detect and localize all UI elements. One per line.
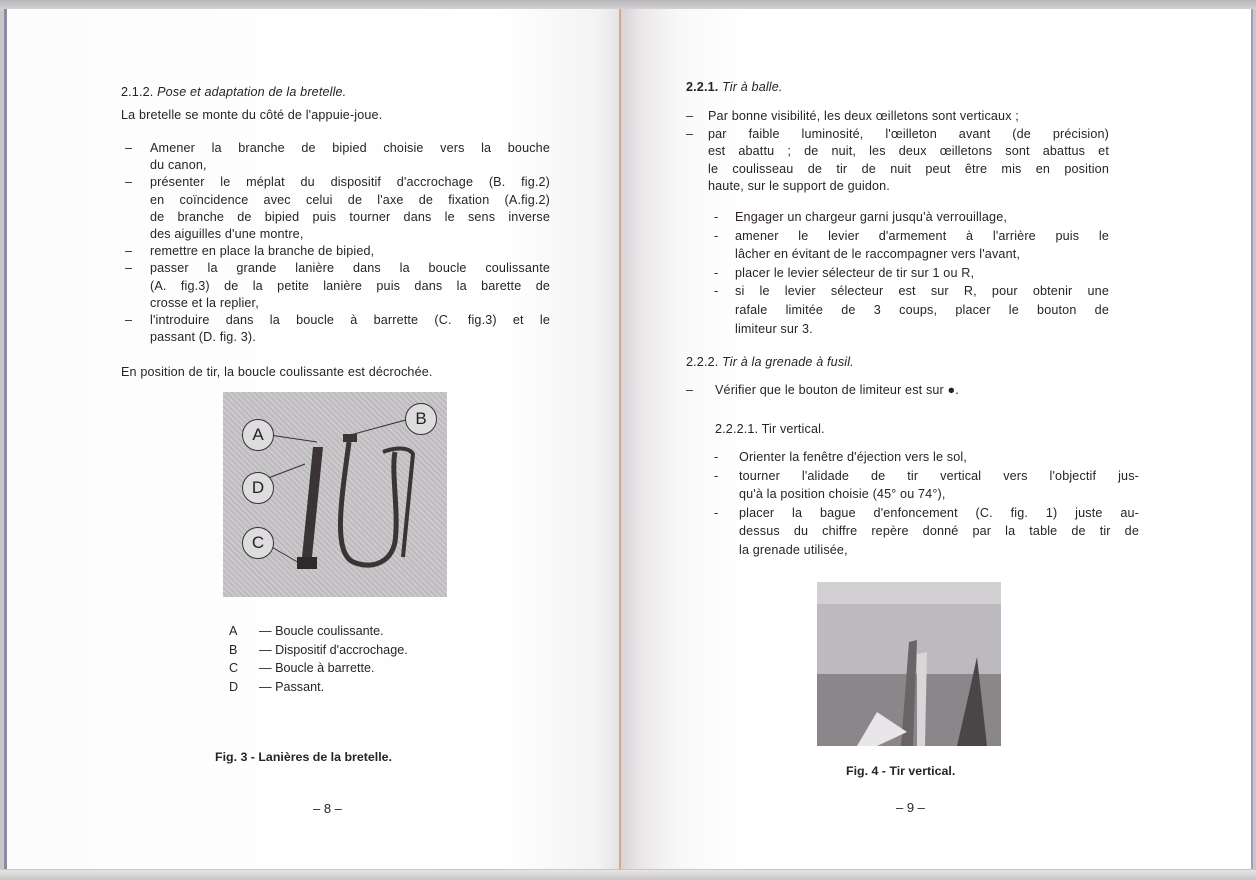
legend-row <box>229 661 375 675</box>
legend-text: — Boucle à barrette. <box>259 661 375 675</box>
list-marker: - <box>714 265 719 280</box>
list-marker: - <box>714 228 719 243</box>
section-number: 2.2.2. <box>686 355 719 369</box>
list-line: le coulisseau de tir de nuit peut être mis en position <box>708 161 1109 176</box>
list-line: en coïncidence avec celui de l'axe de fixation (A.fig.2) <box>150 192 550 207</box>
list-line: dessus du chiffre repère donné par la table de tir de <box>739 524 1139 539</box>
list-line: haute, sur le support de guidon. <box>708 179 890 194</box>
intro-text: La bretelle se monte du côté de l'appuie-joue. <box>121 108 383 122</box>
section-title: Tir à la grenade à fusil. <box>722 355 854 369</box>
dash-marker: – <box>686 383 694 397</box>
scan-bottom-edge <box>0 870 1256 880</box>
list-line: placer la bague d'enfoncement (C. fig. 1) juste au- <box>739 505 1139 520</box>
legend-row <box>229 624 384 638</box>
legend-text: — Passant. <box>259 679 325 694</box>
callout-B: B <box>405 403 437 435</box>
list-line: qu'à la position choisie (45° ou 74°), <box>739 487 946 502</box>
page-number-8: – 8 – <box>313 801 342 816</box>
list-marker: – <box>125 141 133 155</box>
list-line: Engager un chargeur garni jusqu'à verrouillage, <box>735 210 1007 224</box>
figure-3-caption: Fig. 3 - Lanières de la bretelle. <box>215 750 392 764</box>
list-line: de branche de bipied puis tourner dans le sens inverse <box>150 209 550 224</box>
list-line: remettre en place la branche de bipied, <box>150 244 375 259</box>
list-line: si le levier sélecteur est sur R, pour obtenir une <box>735 284 1109 299</box>
list-marker: - <box>714 505 719 520</box>
legend-text: — Boucle coulissante. <box>259 624 384 638</box>
section-heading-2-1-2 <box>121 84 346 101</box>
legend-row <box>229 680 324 694</box>
list-line: est abattu ; de nuit, les deux œilletons sont abattus et <box>708 144 1109 159</box>
list-line: limiteur sur 3. <box>735 321 813 336</box>
section-number: 2.2.1. <box>686 80 719 94</box>
section-heading-2-2-1 <box>686 79 783 96</box>
callout-A: A <box>242 419 274 451</box>
list-line: Amener la branche de bipied choisie vers la bouche <box>150 141 550 155</box>
legend-key: A <box>229 624 238 638</box>
list-line: par faible luminosité, l'œilleton avant (de précision) <box>708 126 1109 141</box>
subsection-heading: 2.2.2.1. Tir vertical. <box>715 422 825 436</box>
list-line: l'introduire dans la boucle à barrette (C. fig.3) et le <box>150 313 550 327</box>
list-line: crosse et la replier, <box>150 295 259 310</box>
figure-4-caption: Fig. 4 - Tir vertical. <box>846 764 956 778</box>
legend-key: D <box>229 679 239 694</box>
list-line: tourner l'alidade de tir vertical vers l'objectif jus- <box>739 468 1139 483</box>
section-heading-2-2-2 <box>686 354 854 371</box>
left-page <box>4 9 623 869</box>
callout-D: D <box>242 472 274 504</box>
list-line: rafale limitée de 3 coups, placer le bouton de <box>735 303 1109 317</box>
list-line: la grenade utilisée, <box>739 543 848 557</box>
right-page <box>621 9 1253 869</box>
list-line: Par bonne visibilité, les deux œilletons sont verticaux ; <box>708 109 1019 123</box>
section-number: 2.1.2. <box>121 85 154 99</box>
legend-key: C <box>229 661 239 675</box>
legend-row <box>229 643 408 657</box>
list-marker: – <box>125 261 133 276</box>
list-line: du canon, <box>150 158 207 173</box>
list-marker: - <box>714 468 719 483</box>
legend-key: B <box>229 642 238 657</box>
list-line: Orienter la fenêtre d'éjection vers le sol, <box>739 450 967 464</box>
list-line: des aiguilles d'une montre, <box>150 227 304 241</box>
list-marker: – <box>686 109 694 123</box>
list-marker: – <box>125 313 133 327</box>
list-marker: - <box>714 210 719 224</box>
figure-4-photo <box>817 582 1001 746</box>
section-title: Tir à balle. <box>722 80 783 94</box>
list-line: amener le levier d'armement à l'arrière puis le <box>735 228 1109 243</box>
list-line: lâcher en évitant de le raccompagner vers l'avant, <box>735 247 1021 262</box>
list-line: passer la grande lanière dans la boucle coulissante <box>150 261 550 276</box>
list-marker: - <box>714 284 719 299</box>
list-line: passant (D. fig. 3). <box>150 330 256 345</box>
page-number-9: – 9 – <box>896 800 925 815</box>
list-line: placer le levier sélecteur de tir sur 1 ou R, <box>735 265 975 280</box>
figure-3-photo <box>223 392 447 597</box>
list-line: présenter le méplat du dispositif d'accrochage (B. fig.2) <box>150 175 550 190</box>
section-title: Pose et adaptation de la bretelle. <box>157 85 347 99</box>
list-marker: – <box>125 244 133 259</box>
list-marker: - <box>714 450 719 464</box>
list-line: (A. fig.3) de la petite lanière puis dans la barette de <box>150 278 550 293</box>
list-marker: – <box>686 126 694 141</box>
vertical-fire-illustration <box>817 582 1001 746</box>
legend-text: — Dispositif d'accrochage. <box>259 642 408 657</box>
closing-text: En position de tir, la boucle coulissante est décrochée. <box>121 365 433 379</box>
verify-text: Vérifier que le bouton de limiteur est sur ●. <box>715 383 959 397</box>
list-marker: – <box>125 175 133 190</box>
callout-C: C <box>242 527 274 559</box>
